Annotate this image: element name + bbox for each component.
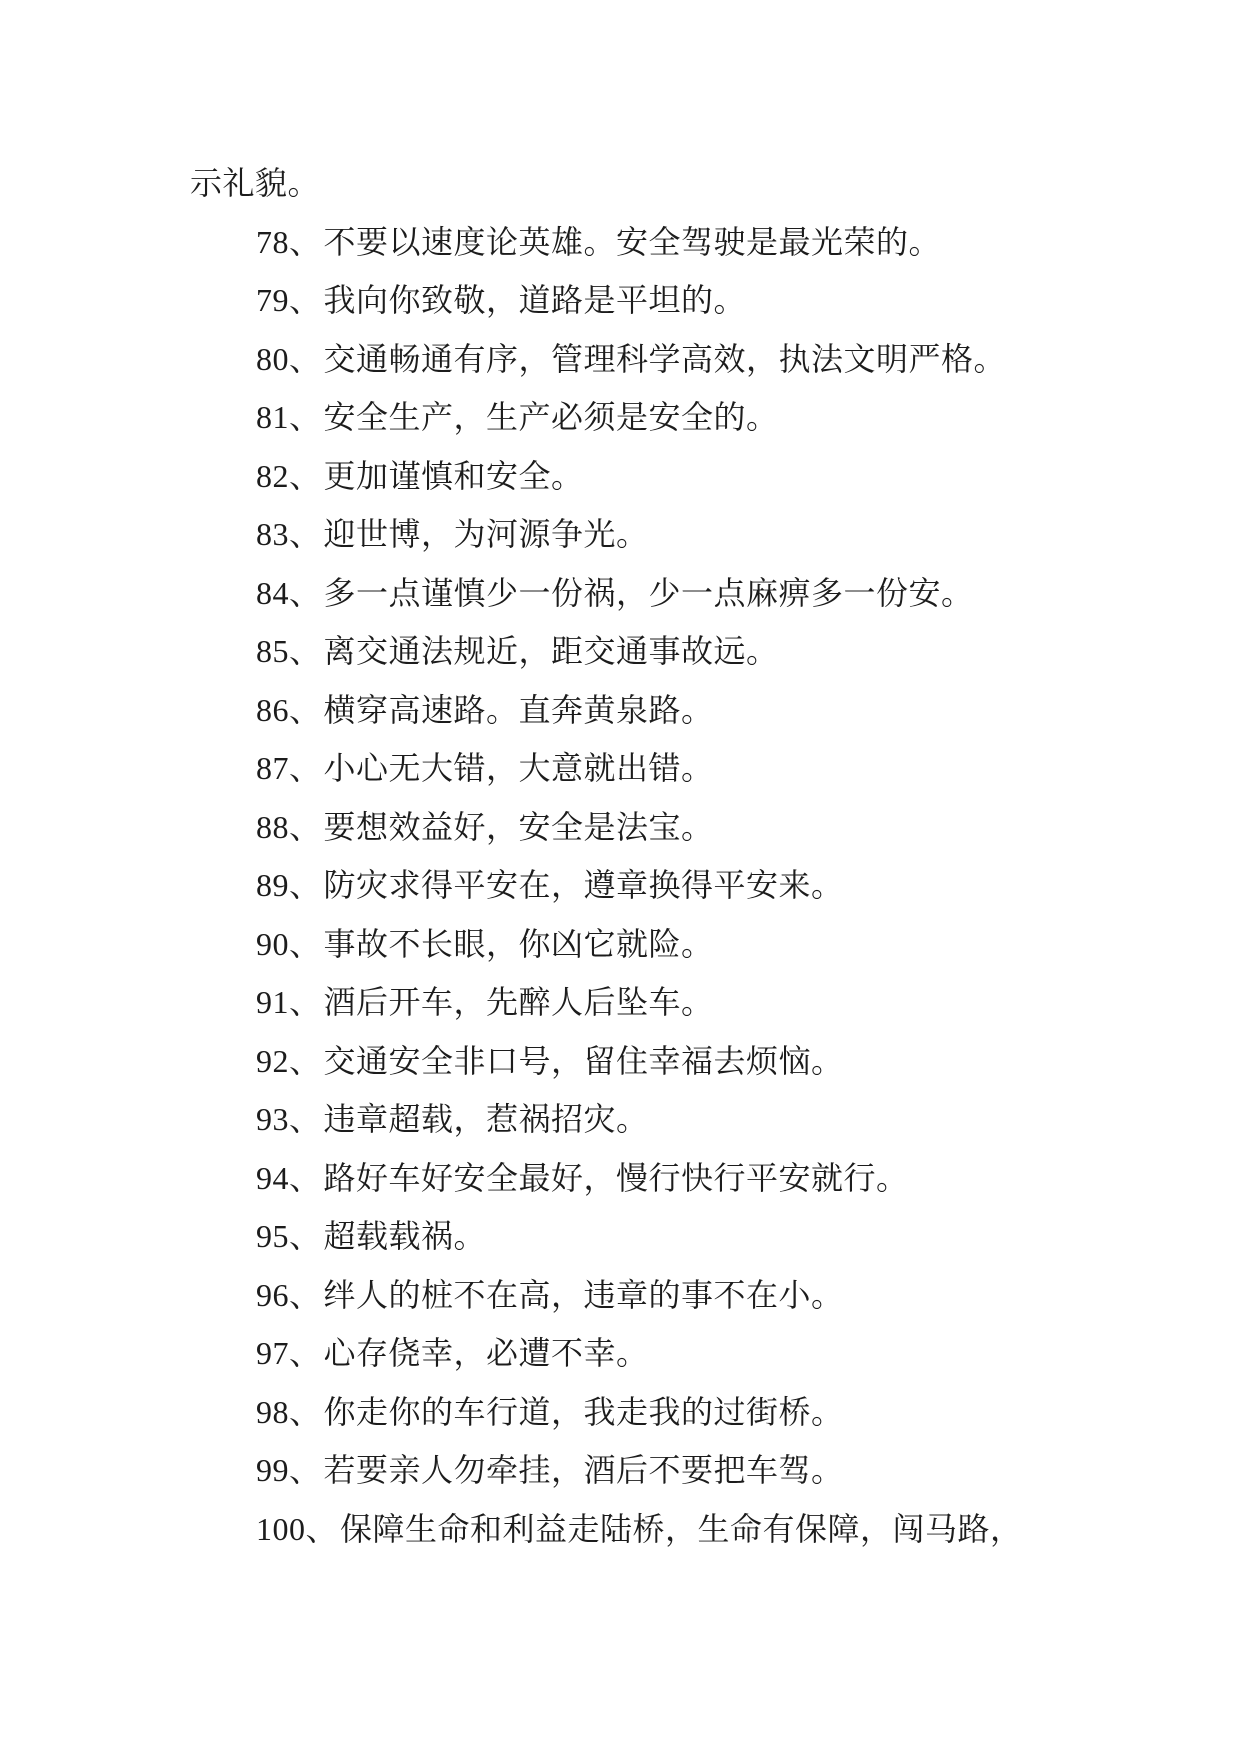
list-item-text: 超载载祸。	[323, 1218, 487, 1254]
list-item-text: 防灾求得平安在，遵章换得平安来。	[323, 867, 844, 903]
list-item-number: 87、	[256, 750, 322, 786]
list-item-number: 86、	[256, 691, 322, 728]
list-item	[190, 1324, 1091, 1383]
list-item-text: 迎世博，为河源争光。	[323, 516, 649, 552]
list-item-number: 89、	[256, 867, 322, 903]
list-item	[190, 1441, 1091, 1500]
list-item-number: 92、	[256, 1042, 322, 1079]
list-item-text: 酒后开车，先醉人后坠车。	[323, 984, 714, 1020]
list-item	[190, 622, 1091, 681]
list-item-text: 你走你的车行道，我走我的过街桥。	[323, 1393, 844, 1430]
list-item	[190, 388, 1091, 447]
list-item-text: 交通畅通有序，管理科学高效，执法文明严格。	[323, 340, 1007, 377]
list-item-text: 离交通法规近，距交通事故远。	[323, 633, 779, 669]
list-item-text: 心存侥幸，必遭不幸。	[323, 1335, 649, 1371]
list-item-text: 违章超载，惹祸招灾。	[323, 1101, 649, 1137]
list-item-text: 保障生命和利益走陆桥，生命有保障，闯马路，	[340, 1510, 1023, 1547]
list-item	[190, 915, 1091, 974]
list-item-number: 93、	[256, 1101, 322, 1137]
list-item-number: 94、	[256, 1159, 322, 1196]
list-item	[190, 1090, 1091, 1149]
list-item	[190, 564, 1091, 623]
list-item-text: 我向你致敬，道路是平坦的。	[323, 282, 747, 318]
list-item-number: 95、	[256, 1218, 322, 1254]
list-item	[190, 1500, 1091, 1559]
list-item-number: 99、	[256, 1452, 322, 1488]
paragraph-continuation: 示礼貌。	[190, 165, 321, 201]
list-item	[190, 1266, 1091, 1325]
list-item	[190, 213, 1091, 272]
list-item-number: 91、	[256, 984, 322, 1020]
document-body	[190, 154, 1091, 1558]
list-item-text: 小心无大错，大意就出错。	[323, 750, 714, 786]
list-item-text: 横穿高速路。直奔黄泉路。	[323, 691, 714, 728]
list-item	[190, 856, 1091, 915]
list-item	[190, 1032, 1091, 1091]
list-item-text: 更加谨慎和安全。	[323, 457, 584, 494]
list-item	[190, 1149, 1091, 1208]
list-item-number: 96、	[256, 1276, 322, 1313]
list-item-text: 多一点谨慎少一份祸，少一点麻痹多一份安。	[323, 574, 974, 611]
list-item-number: 83、	[256, 516, 322, 552]
list-item-number: 82、	[256, 457, 322, 494]
list-item	[190, 1207, 1091, 1266]
list-item-number: 97、	[256, 1335, 322, 1371]
list-item	[190, 330, 1091, 389]
list-item	[190, 505, 1091, 564]
list-item	[190, 798, 1091, 857]
list-item-text: 路好车好安全最好，慢行快行平安就行。	[323, 1159, 909, 1196]
list-item	[190, 1383, 1091, 1442]
list-item-number: 98、	[256, 1393, 322, 1430]
list-item-number: 85、	[256, 633, 322, 669]
list-item-text: 要想效益好，安全是法宝。	[323, 808, 714, 845]
list-item-number: 84、	[256, 574, 322, 611]
list-item	[190, 271, 1091, 330]
list-item-number: 88、	[256, 808, 322, 845]
list-item	[190, 681, 1091, 740]
list-item-text: 交通安全非口号，留住幸福去烦恼。	[323, 1042, 844, 1079]
list-item-number: 81、	[256, 399, 322, 435]
list-item-number: 90、	[256, 925, 322, 962]
list-item-text: 不要以速度论英雄。安全驾驶是最光荣的。	[323, 223, 942, 260]
list-item-number: 100、	[256, 1510, 339, 1547]
list-item	[190, 447, 1091, 506]
list-item-text: 安全生产，生产必须是安全的。	[323, 399, 779, 435]
list-item	[190, 739, 1091, 798]
list-item-text: 绊人的桩不在高，违章的事不在小。	[323, 1276, 844, 1313]
list-item-text: 若要亲人勿牵挂，酒后不要把车驾。	[323, 1452, 844, 1488]
list-item-text: 事故不长眼，你凶它就险。	[323, 925, 714, 962]
list-item	[190, 973, 1091, 1032]
list-item-number: 80、	[256, 340, 322, 377]
list-item-number: 78、	[256, 223, 322, 260]
list-item-number: 79、	[256, 282, 322, 318]
